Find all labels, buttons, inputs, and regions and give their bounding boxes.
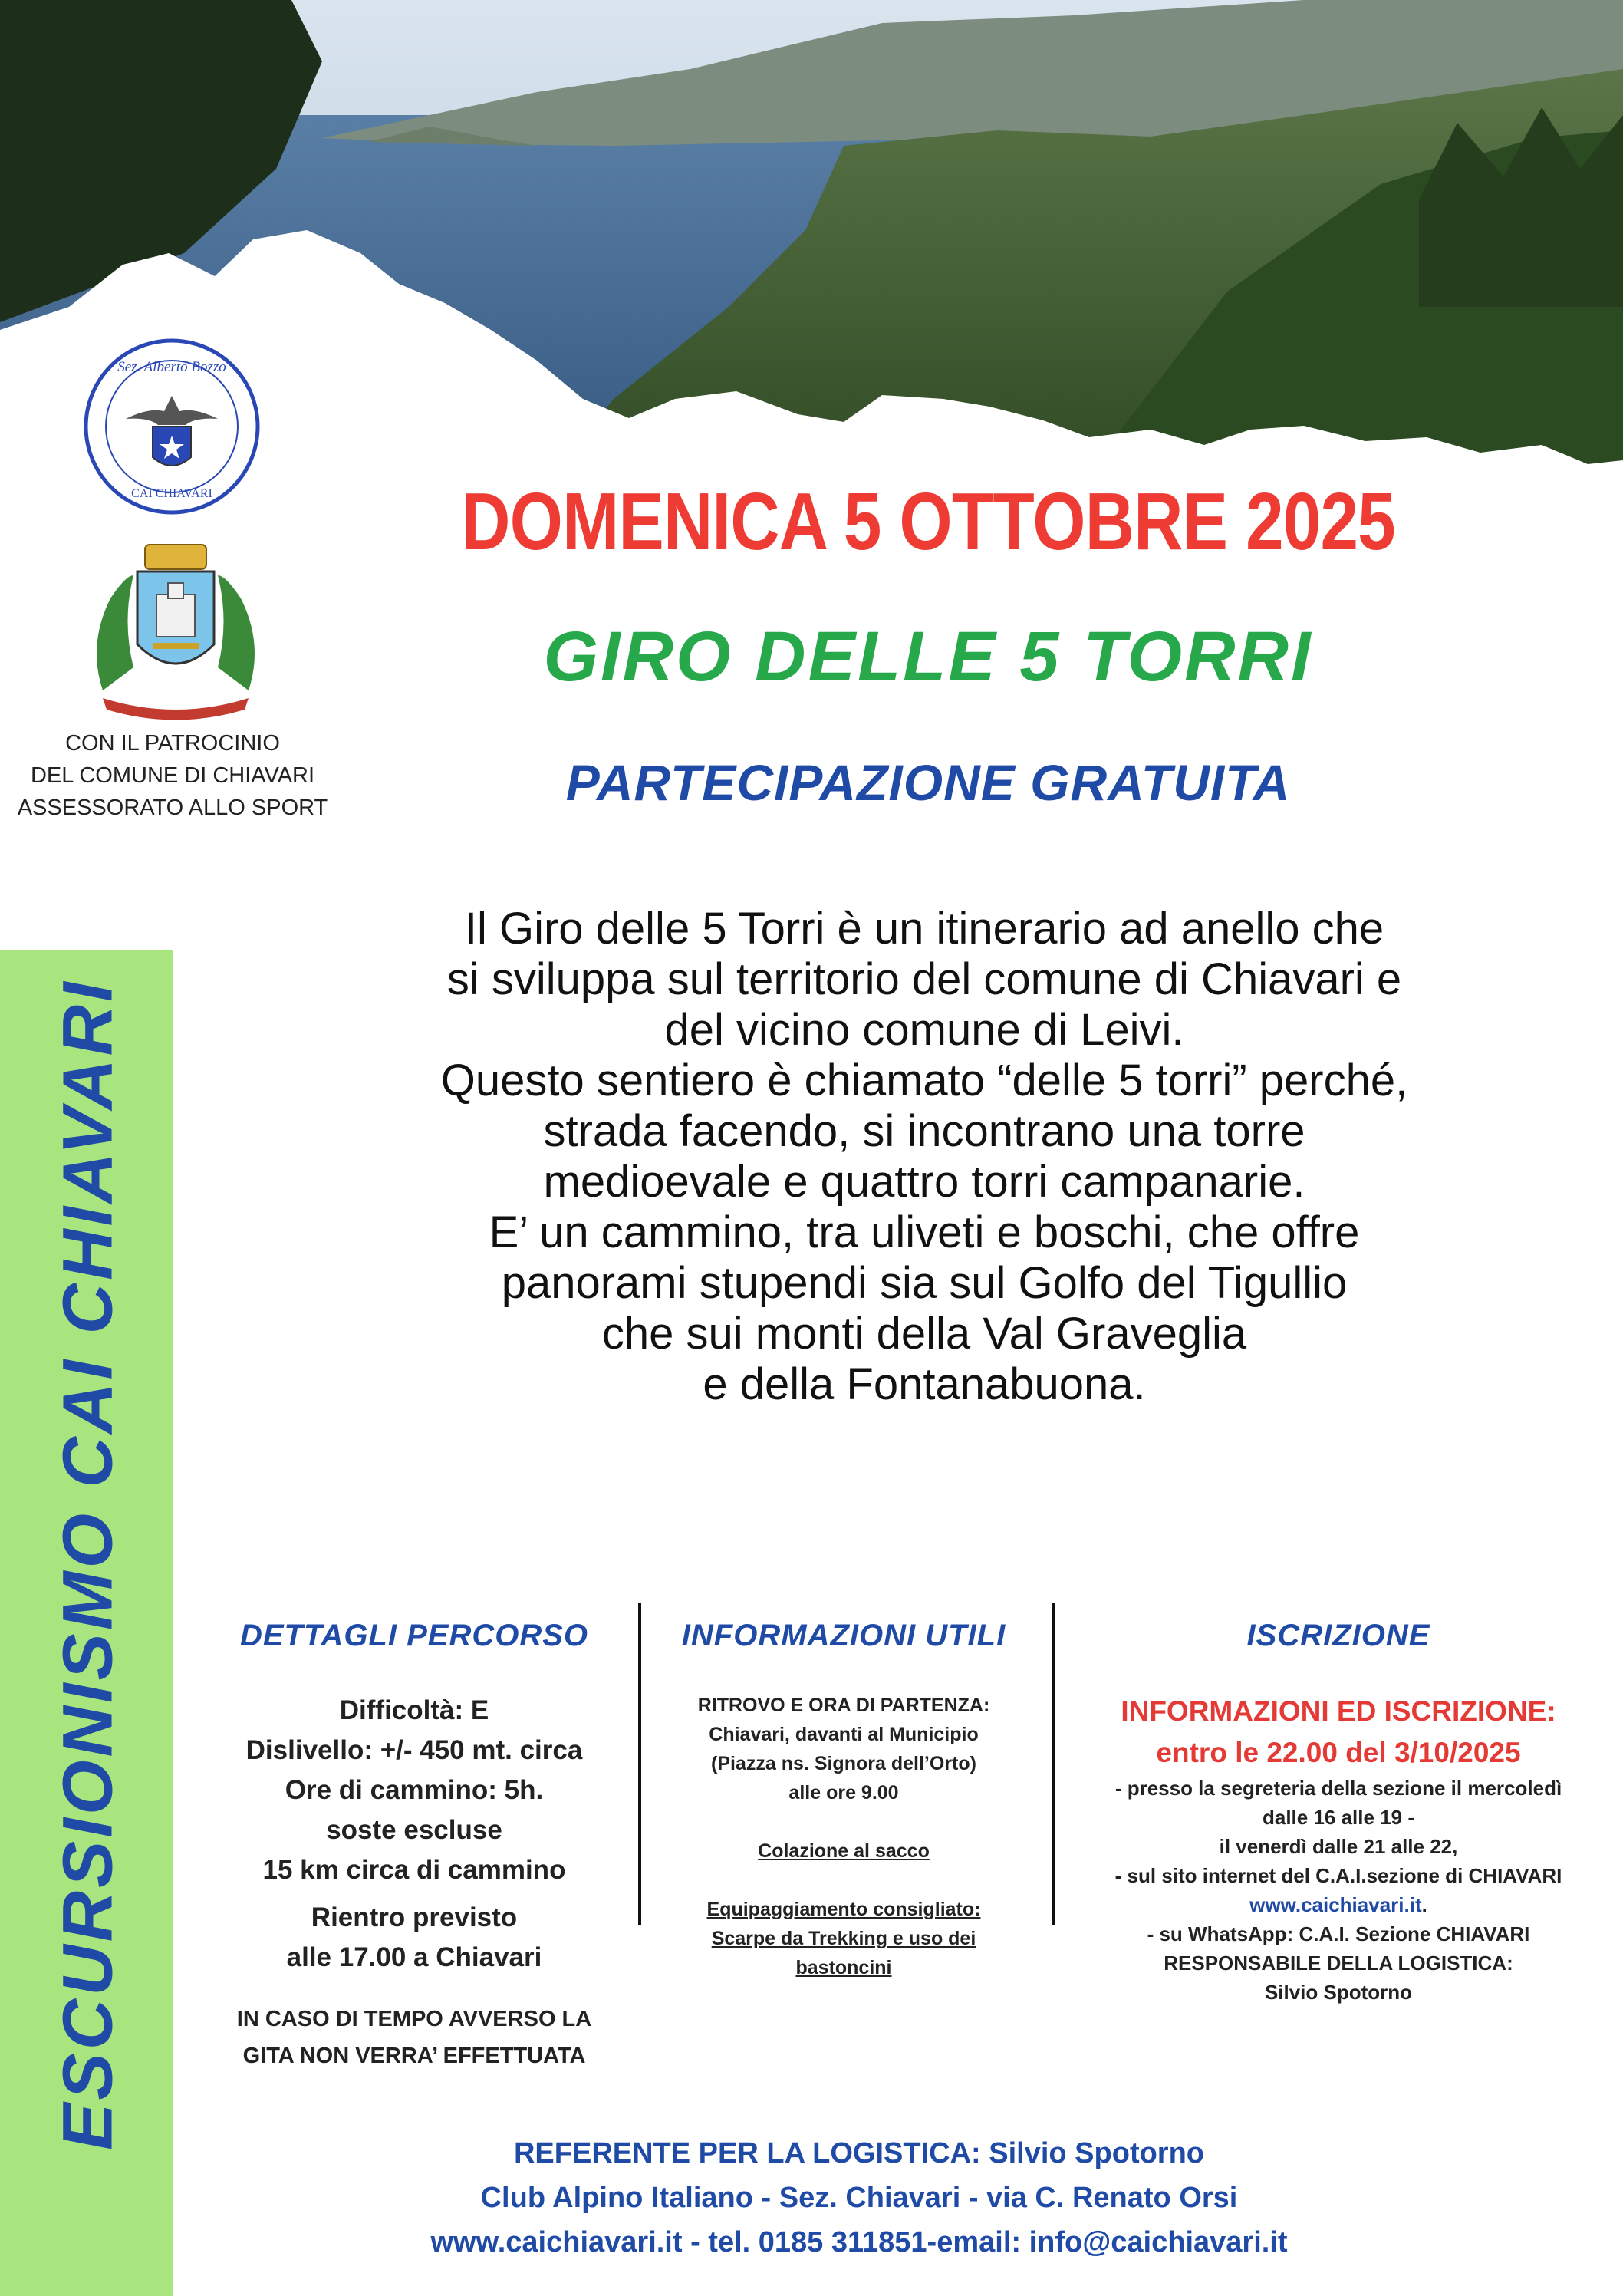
description-line: Questo sentiero è chiamato “delle 5 torri” perché,: [440, 1056, 1408, 1105]
meeting-line: alle ore 9.00: [788, 1782, 899, 1804]
registration-detail: RESPONSABILE DELLA LOGISTICA:: [1164, 1952, 1513, 1975]
column-divider: [638, 1603, 641, 1925]
route-detail-line: soste escluse: [326, 1815, 502, 1845]
registration-headline: INFORMAZIONI ED ISCRIZIONE:: [1121, 1695, 1556, 1727]
description-line: medioevale e quattro torri campanarie.: [543, 1157, 1305, 1207]
description-line: panorami stupendi sia sul Golfo del Tigullio: [501, 1258, 1348, 1308]
warning-line: IN CASO DI TEMPO AVVERSO LA: [236, 2007, 592, 2031]
description-line: E’ un cammino, tra uliveti e boschi, che offre: [489, 1207, 1360, 1257]
registration-title: ISCRIZIONE: [1246, 1619, 1430, 1652]
patronage-line: DEL COMUNE DI CHIAVARI: [30, 763, 315, 788]
registration-website-suffix: .: [1421, 1893, 1427, 1916]
registration-section: [1058, 1619, 1618, 2007]
event-title: GIRO DELLE 5 TORRI: [543, 618, 1313, 696]
route-detail-line: Ore di cammino: 5h.: [285, 1775, 544, 1805]
footer-line: Club Alpino Italiano - Sez. Chiavari - via C. Renato Orsi: [480, 2182, 1238, 2214]
description-line: che sui monti della Val Graveglia: [601, 1309, 1247, 1359]
route-details-section: [192, 1619, 637, 2074]
registration-website-link[interactable]: www.caichiavari.it: [1249, 1893, 1422, 1916]
free-participation: PARTECIPAZIONE GRATUITA: [565, 754, 1291, 811]
meeting-line: (Piazza ns. Signora dell’Orto): [711, 1753, 976, 1774]
equipment-line: Equipaggiamento consigliato:: [706, 1899, 981, 1920]
registration-deadline: entro le 22.00 del 3/10/2025: [1156, 1737, 1521, 1768]
route-detail-line: Dislivello: +/- 450 mt. circa: [245, 1735, 583, 1765]
description-line: del vicino comune di Leivi.: [664, 1005, 1184, 1055]
route-detail-line: Difficoltà: E: [339, 1695, 489, 1725]
registration-website-line: [1058, 1890, 1618, 1919]
lunch-note: Colazione al sacco: [758, 1840, 930, 1862]
route-detail-line: 15 km circa di cammino: [262, 1855, 566, 1885]
footer-line: REFERENTE PER LA LOGISTICA: Silvio Spotorno: [513, 2137, 1205, 2169]
warning-line: GITA NON VERRA’ EFFETTUATA: [242, 2044, 586, 2068]
comune-chiavari-coat-of-arms: [80, 529, 272, 721]
cai-chiavari-logo: [80, 334, 264, 519]
svg-text:Sez. Alberto Bozzo: Sez. Alberto Bozzo: [117, 359, 226, 375]
event-description: [276, 904, 1572, 1410]
route-detail-line: alle 17.00 a Chiavari: [286, 1942, 542, 1972]
registration-detail: - su WhatsApp: C.A.I. Sezione CHIAVARI: [1147, 1922, 1530, 1945]
registration-detail: Silvio Spotorno: [1264, 1981, 1413, 2004]
registration-detail: - sul sito internet del C.A.I.sezione di CHIAVARI: [1114, 1864, 1562, 1887]
column-divider: [1052, 1603, 1055, 1925]
registration-detail: - presso la segreteria della sezione il mercoledì: [1114, 1777, 1562, 1800]
meeting-line: Chiavari, davanti al Municipio: [709, 1724, 979, 1745]
bad-weather-warning: [192, 2001, 637, 2074]
patronage-line: ASSESSORATO ALLO SPORT: [17, 796, 328, 820]
footer-contacts: [291, 2131, 1427, 2265]
useful-info-title: INFORMAZIONI UTILI: [681, 1619, 1006, 1652]
registration-detail: il venerdì dalle 21 alle 22,: [1219, 1835, 1458, 1858]
patronage-line: CON IL PATROCINIO: [65, 731, 280, 756]
registration-detail: dalle 16 alle 19 -: [1262, 1806, 1414, 1829]
description-line: e della Fontanabuona.: [703, 1359, 1146, 1409]
route-detail-line: Rientro previsto: [311, 1902, 518, 1932]
footer-line: www.caichiavari.it - tel. 0185 311851-email: info@caichiavari.it: [430, 2226, 1288, 2258]
equipment-line: Scarpe da Trekking e uso dei: [711, 1928, 976, 1949]
meeting-line: RITROVO E ORA DI PARTENZA:: [697, 1695, 990, 1716]
event-date: DOMENICA 5 OTTOBRE 2025: [461, 476, 1395, 567]
side-label: ESCURSIONISMO CAI CHIAVARI: [48, 979, 127, 2151]
useful-info-section: [652, 1619, 1035, 1982]
equipment-line: bastoncini: [795, 1957, 892, 1978]
description-line: strada facendo, si incontrano una torre: [543, 1106, 1305, 1156]
svg-text:CAI CHIAVARI: CAI CHIAVARI: [131, 487, 212, 500]
description-line: Il Giro delle 5 Torri è un itinerario ad anello che: [464, 904, 1384, 954]
patronage-text: [0, 727, 345, 824]
route-details-title: DETTAGLI PERCORSO: [239, 1619, 589, 1652]
description-line: si sviluppa sul territorio del comune di Chiavari e: [446, 954, 1402, 1004]
